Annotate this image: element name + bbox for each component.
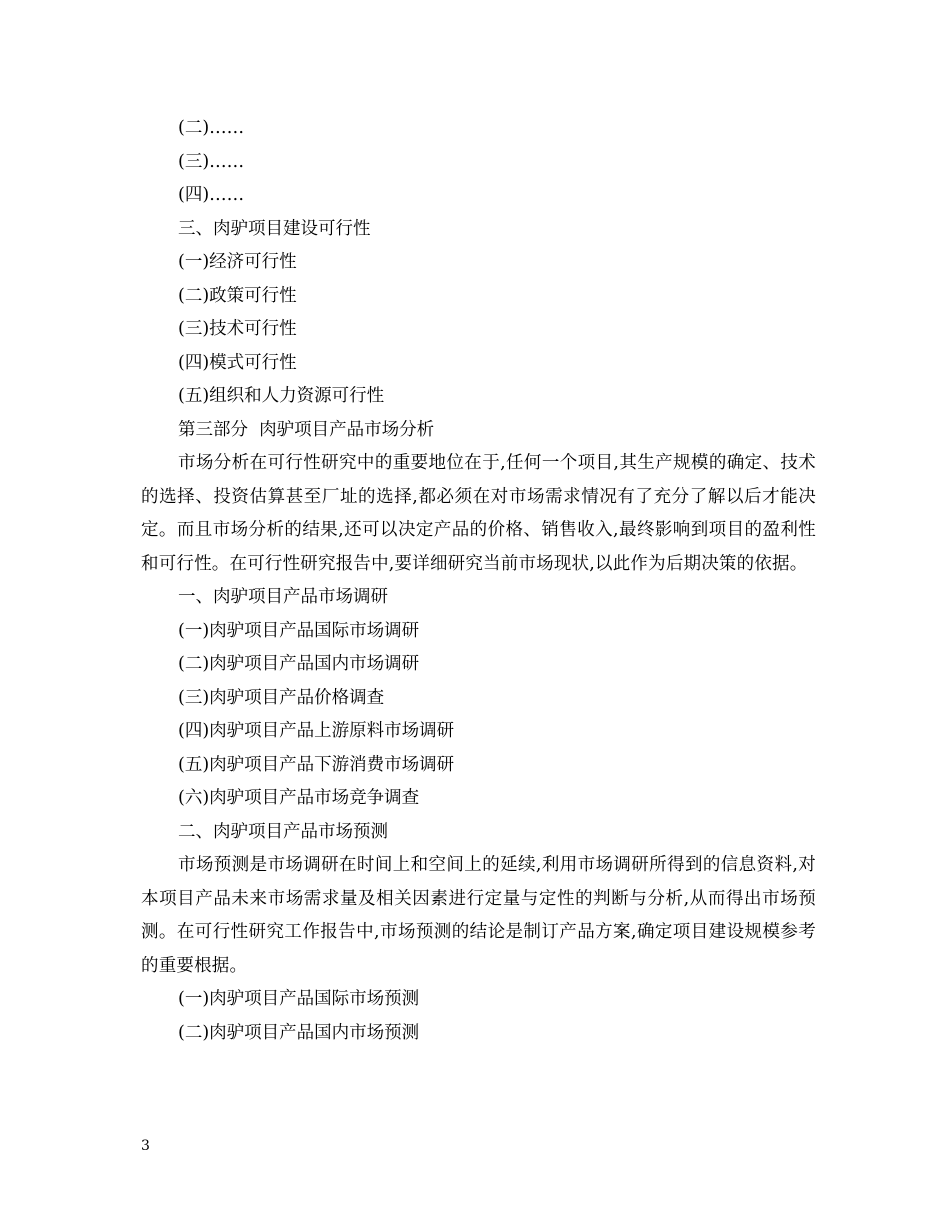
outline-item: (五)肉驴项目产品下游消费市场调研	[178, 754, 455, 775]
outline-item: (一)肉驴项目产品国际市场预测	[178, 989, 420, 1009]
outline-item: (三)……	[178, 151, 245, 172]
section-heading: 三、肉驴项目建设可行性	[178, 218, 371, 239]
section-heading: 一、肉驴项目产品市场调研	[178, 587, 388, 607]
section-heading: 二、肉驴项目产品市场预测	[178, 821, 388, 842]
outline-item: (一)经济可行性	[178, 252, 297, 272]
outline-item: (三)技术可行性	[178, 319, 297, 339]
outline-item: (二)……	[178, 118, 245, 138]
outline-item: (四)……	[178, 185, 245, 205]
page-number: 3	[141, 1138, 150, 1154]
outline-item: (四)模式可行性	[178, 352, 297, 373]
body-paragraph: 市场预测是市场调研在时间上和空间上的延续,利用市场调研所得到的信息资料,对本项目产品未来市场需求量及相关因素进行定量与定性的判断与分析,从而得出市场预测。在可行性研究工作报告中,市场预测的结论是制订产品方案,确定项目建设规模参考的重要根据。	[141, 855, 816, 976]
outline-item: (六)肉驴项目产品市场竞争调查	[178, 788, 420, 808]
outline-item: (一)肉驴项目产品国际市场调研	[178, 620, 420, 641]
part-heading: 第三部分 肉驴项目产品市场分析	[178, 419, 435, 440]
outline-item: (二)肉驴项目产品国内市场预测	[178, 1022, 420, 1043]
outline-item: (五)组织和人力资源可行性	[178, 386, 385, 406]
outline-item: (二)肉驴项目产品国内市场调研	[178, 654, 420, 674]
outline-item: (二)政策可行性	[178, 285, 297, 306]
outline-item: (三)肉驴项目产品价格调查	[178, 687, 385, 708]
body-paragraph: 市场分析在可行性研究中的重要地位在于,任何一个项目,其生产规模的确定、技术的选择、投资估算甚至厂址的选择,都必须在对市场需求情况有了充分了解以后才能决定。而且市场分析的结果,还可以决定产品的价格、销售收入,最终影响到项目的盈利性和可行性。在可行性研究报告中,要详细研究当前市场现状,以此作为后期决策的依据。	[141, 453, 816, 574]
page-content	[141, 112, 816, 1050]
outline-item: (四)肉驴项目产品上游原料市场调研	[178, 721, 455, 741]
